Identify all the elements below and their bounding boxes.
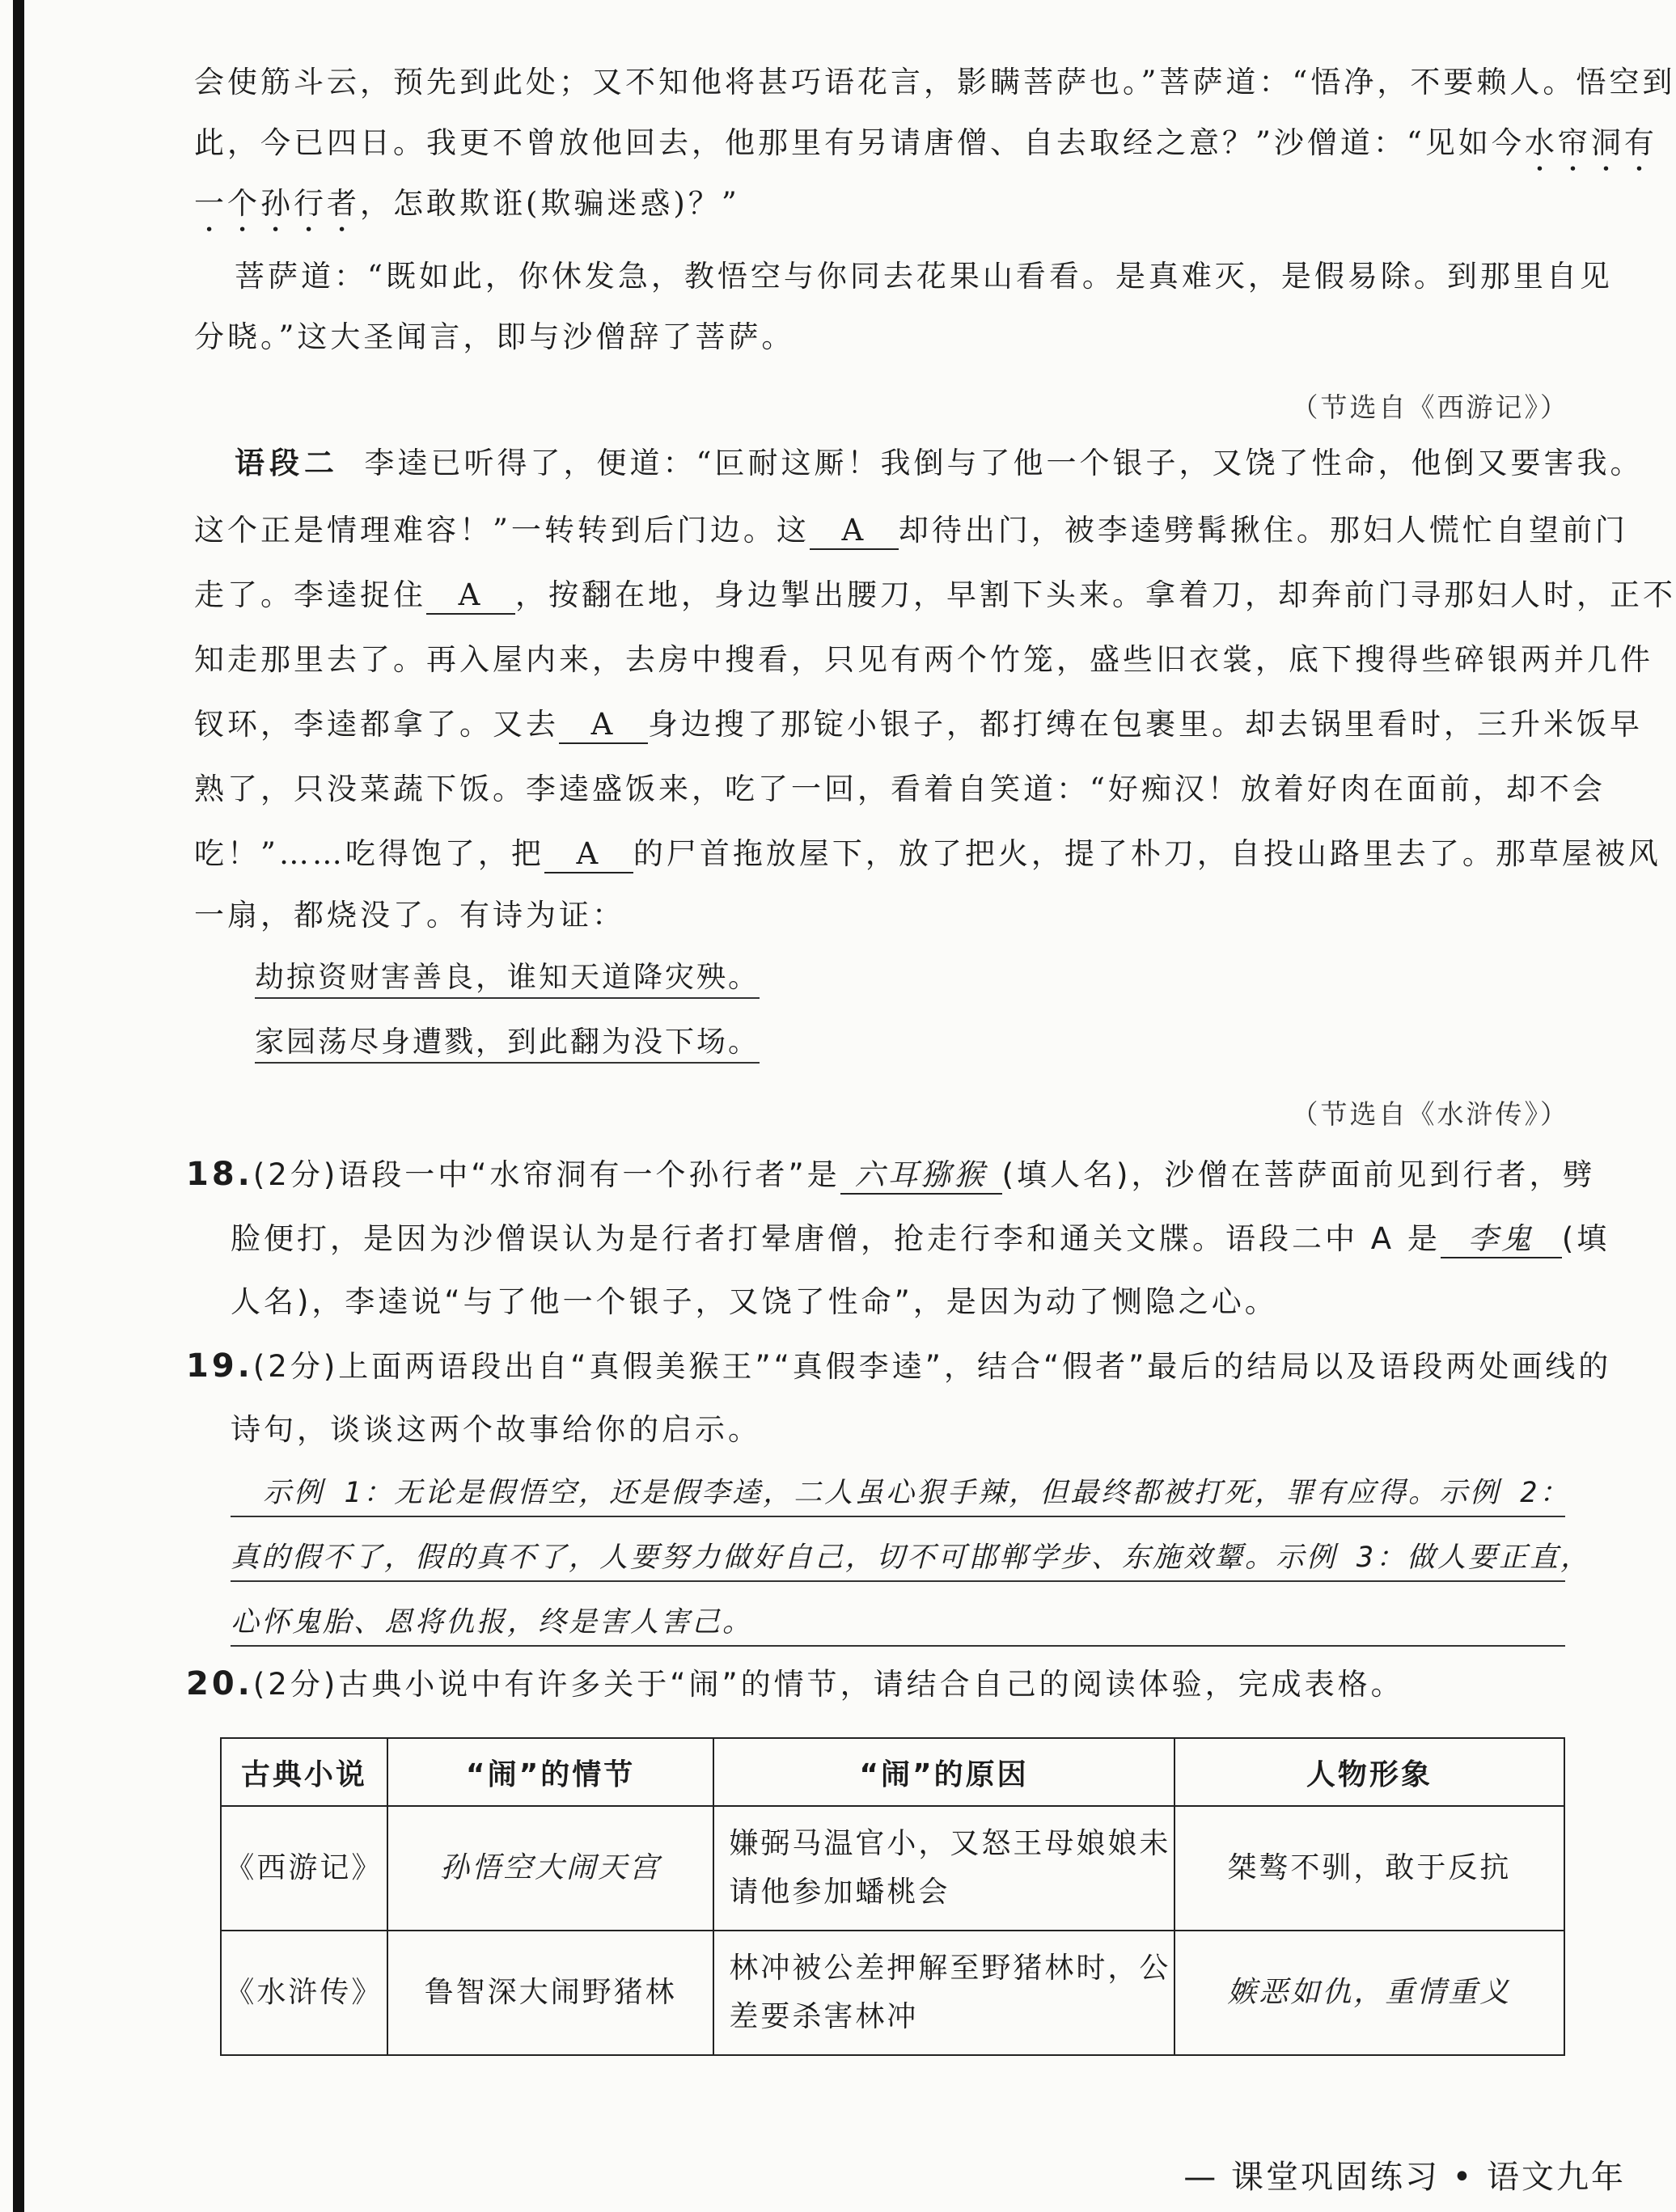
q19-answer-line2: 真的假不了，假的真不了，人要努力做好自己，切不可邯郸学步、东施效颦。示例 3：做人要正直， bbox=[231, 1535, 1565, 1582]
q18-answer2: 李鬼 bbox=[1441, 1221, 1562, 1258]
blank-a: A bbox=[426, 577, 515, 615]
q19-answer-line1: 示例 1：无论是假悟空，还是假李逵，二人虽心狠手辣，但最终都被打死，罪有应得。示例 2： bbox=[231, 1470, 1565, 1517]
passage2-line6: 熟了，只没菜蔬下饭。李逵盛饭来，吃了一回，看着自笑道：“好痴汉！放着好肉在面前，却不会 bbox=[194, 772, 1606, 806]
table-cell-reason: 林冲被公差押解至野猪林时，公差要杀害林冲 bbox=[713, 1931, 1174, 2055]
table-cell-plot: 孙悟空大闹天宫 bbox=[387, 1806, 714, 1931]
q18-answer1: 六耳猕猴 bbox=[840, 1157, 1002, 1195]
passage1-line1: 会使筋斗云，预先到此处；又不知他将甚巧语花言，影瞒菩萨也。”菩萨道：“悟净，不要赖人。悟空到 bbox=[194, 65, 1676, 99]
table-header: 古典小说 bbox=[221, 1738, 387, 1806]
passage2-line5: 钗环，李逵都拿了。又去 A 身边搜了那锭小银子，都打缚在包裹里。却去锅里看时，三升米饭早 bbox=[194, 705, 1643, 744]
table-row bbox=[221, 1806, 1564, 1931]
q19-line2: 诗句，谈谈这两个故事给你的启示。 bbox=[231, 1412, 761, 1447]
table-cell-character: 嫉恶如仇，重情重义 bbox=[1174, 1931, 1564, 2055]
passage2-line8: 一扇，都烧没了。有诗为证： bbox=[194, 898, 625, 933]
passage2-line2: 这个正是情理难容！”一转转到后门边。这 A 却待出门，被李逵劈髯揪住。那妇人慌忙自望前门 bbox=[194, 511, 1628, 550]
table-cell-reason: 嫌弼马温官小，又怒王母娘娘未请他参加蟠桃会 bbox=[713, 1806, 1174, 1931]
table-cell-novel: 《西游记》 bbox=[221, 1806, 387, 1931]
passage2-line4: 知走那里去了。再入屋内来，去房中搜看，只见有两个竹笼，盛些旧衣裳，底下搜得些碎银两并几件 bbox=[194, 642, 1653, 677]
passage1-line4: 菩萨道：“既如此，你休发急，教悟空与你同去花果山看看。是真难灭，是假易除。到那里自见 bbox=[235, 259, 1613, 294]
passage2-line1: 语段二 李逵已听得了，便道：“叵耐这厮！我倒与了他一个银子，又饶了性命，他倒又要害我。 bbox=[235, 445, 1644, 480]
scan-edge bbox=[13, 0, 24, 2212]
passage2-heading: 语段二 bbox=[235, 445, 339, 480]
passage2-source: （节选自《水浒传》） bbox=[1291, 1098, 1569, 1130]
q18-line1: 18.(2分)语段一中“水帘洞有一个孙行者”是 六耳猕猴 (填人名)，沙僧在菩萨面前见到行者，劈 bbox=[186, 1156, 1596, 1193]
passage2-line3: 走了。李逵捉住 A ，按翻在地，身边掣出腰刀，早割下头来。拿着刀，却奔前门寻那妇人时，正不 bbox=[194, 576, 1676, 615]
q19-line1: 19.(2分)上面两语段出自“真假美猴王”“真假李逵”，结合“假者”最后的结局以及语段两处画线的 bbox=[186, 1347, 1612, 1385]
poem-line2: 家园荡尽身遭戮，到此翻为没下场。 bbox=[255, 1023, 760, 1064]
blank-a: A bbox=[559, 707, 648, 744]
blank-a: A bbox=[810, 513, 899, 550]
table-row bbox=[221, 1931, 1564, 2055]
q18-line3: 人名)，李逵说“与了他一个银子，又饶了性命”，是因为动了恻隐之心。 bbox=[231, 1284, 1278, 1319]
page-footer: — 课堂巩固练习 • 语文九年 bbox=[1183, 2159, 1626, 2196]
blank-a: A bbox=[544, 836, 633, 873]
table-cell-novel: 《水浒传》 bbox=[221, 1931, 387, 2055]
passage1-line3: 一个孙行者，怎敢欺诳(欺骗迷惑)？” bbox=[194, 186, 740, 221]
q20-line1: 20.(2分)古典小说中有许多关于“闹”的情节，请结合自己的阅读体验，完成表格。 bbox=[186, 1665, 1404, 1702]
q19-answer-line3: 心怀鬼胎、恩将仇报，终是害人害己。 bbox=[231, 1600, 1565, 1647]
passage1-source: （节选自《西游记》） bbox=[1291, 391, 1569, 423]
q19-number: 19. bbox=[186, 1347, 253, 1385]
table-header: “闹”的原因 bbox=[713, 1738, 1174, 1806]
passage1-line5: 分晓。”这大圣闻言，即与沙僧辞了菩萨。 bbox=[194, 319, 795, 354]
q20-number: 20. bbox=[186, 1665, 253, 1702]
table-header-row bbox=[221, 1738, 1564, 1806]
q18-number: 18. bbox=[186, 1156, 253, 1193]
passage1-line2: 此，今已四日。我更不曾放他回去，他那里有另请唐僧、自去取经之意？”沙僧道：“见如今水帘洞有 bbox=[194, 125, 1657, 160]
table-cell-character: 桀骜不驯，敢于反抗 bbox=[1174, 1806, 1564, 1931]
poem-line1: 劫掠资财害善良，谁知天道降灾殃。 bbox=[255, 958, 760, 999]
answer-table bbox=[220, 1737, 1565, 2056]
table-header: 人物形象 bbox=[1174, 1738, 1564, 1806]
q18-line2: 脸便打，是因为沙僧误认为是行者打晕唐僧，抢走行李和通关文牒。语段二中 A 是 李鬼 (填 bbox=[231, 1220, 1610, 1258]
passage2-line7: 吃！”……吃得饱了，把 A 的尸首拖放屋下，放了把火，提了朴刀，自投山路里去了。那草屋被风 bbox=[194, 835, 1661, 873]
table-header: “闹”的情节 bbox=[387, 1738, 714, 1806]
table-cell-plot: 鲁智深大闹野猪林 bbox=[387, 1931, 714, 2055]
